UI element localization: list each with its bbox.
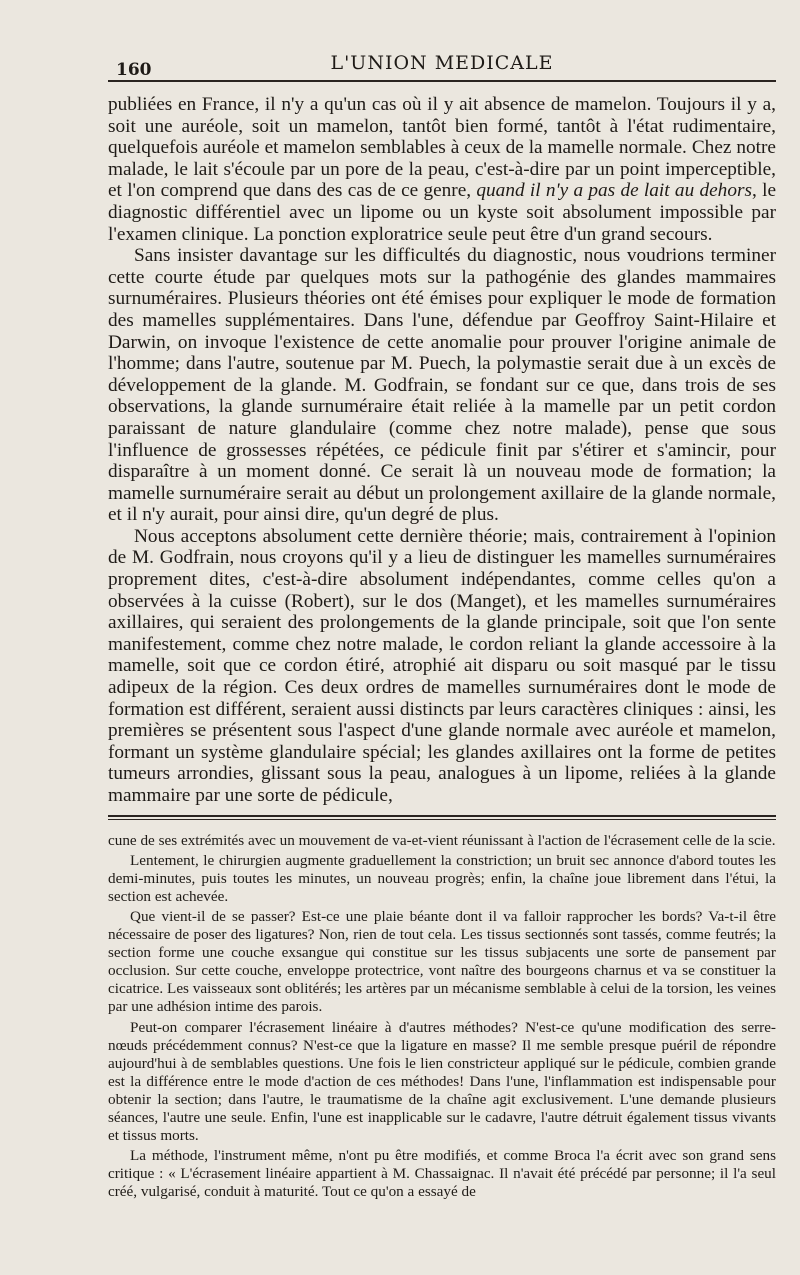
note-paragraph-4: Peut-on comparer l'écrasement linéaire à d'autres méthodes? N'est-ce qu'une modification des serre-nœuds précédemment connus? N'est-ce que la ligature en masse? Il me semble presque puéril de répondre aujourd'hui à de semblables questions. Une fois le lien constricteur appliqué sur le pédicule, combien grande est la différence entre le mode d'action de ces méthodes! Dans l'une, l'inflammation est indispensable pour obtenir la section; dans l'autre, le traumatisme de la chaîne agit exclusivement. L'une demande plusieurs séances, l'autre une seule. Enfin, l'une est inapplicable sur le cadavre, l'autre détruit également tissus vivants et tissus morts. — [108, 1018, 776, 1145]
page-header — [108, 0, 776, 78]
paragraph-1-part-b: , le diagnostic différentiel avec un lipome ou un kyste soit absolument impossible par l'examen clinique. La ponction exploratrice seule peut être d'un grand secours. — [108, 180, 776, 245]
page-number: 160 — [116, 60, 152, 80]
note-paragraph-1: cune de ses extrémités avec un mouvement de va-et-vient réunissant à l'action de l'écrasement celle de la scie. — [108, 831, 776, 849]
paragraph-1 — [108, 94, 776, 245]
footnote-separator — [108, 815, 776, 820]
note-paragraph-3: Que vient-il de se passer? Est-ce une plaie béante dont il va falloir rapprocher les bords? Va-t-il être nécessaire de poser des ligatures? Non, rien de tout cela. Les tissus sectionnés sont tassés, comme feutrés; la section forme une couche exsangue qui constitue sur les tissus subjacents une sorte de pansement par occlusion. Sur cette couche, enveloppe protectrice, vont naître des bourgeons charnus et va se constituer la cicatrice. Les vaisseaux sont oblitérés; les artères par un mécanisme semblable à celui de la torsion, les veines par une adhésion intime des parois. — [108, 907, 776, 1016]
paragraph-3: Nous acceptons absolument cette dernière théorie; mais, contrairement à l'opinion de M. Godfrain, nous croyons qu'il y a lieu de distinguer les mamelles surnuméraires proprement dites, c'est-à-dire absolument indépendantes, comme celles qu'on a observées à la cuisse (Robert), sur le dos (Manget), et les mamelles surnuméraires axillaires, qui seraient des prolongements de la glande principale, soit que l'on sente manifestement, comme chez notre malade, le cordon reliant la glande accessoire à la mamelle, soit que ce cordon étiré, atrophié ait disparu ou soit masqué par le tissu adipeux de la région. Ces deux ordres de mamelles surnuméraires dont le mode de formation est différent, seraient aussi distincts par leurs caractères cliniques : ainsi, les premières se présentent sous l'aspect d'une glande normale avec auréole et mamelon, formant un système glandulaire spécial; les glandes axillaires ont la forme de petites tumeurs arrondies, glissant sous la peau, analogues à un lipome, reliées à la glande mammaire par une sorte de pédicule, — [108, 525, 776, 806]
note-paragraph-2: Lentement, le chirurgien augmente graduellement la constriction; un bruit sec annonce d'abord toutes les demi-minutes, puis toutes les minutes, un nouveau progrès; enfin, la chaîne joue librement dans l'étui, la section est achevée. — [108, 851, 776, 905]
paragraph-2: Sans insister davantage sur les difficultés du diagnostic, nous voudrions terminer cette courte étude par quelques mots sur la pathogénie des glandes mammaires surnuméraires. Plusieurs théories ont été émises pour expliquer le mode de formation des mamelles supplémentaires. Dans l'une, défendue par Geoffroy Saint-Hilaire et Darwin, on invoque l'existence de cette anomalie pour prouver l'origine animale de l'homme; dans l'autre, soutenue par M. Puech, la polymastie serait due à un excès de développement de la glande. M. Godfrain, se fondant sur ce que, dans trois de ses observations, la glande surnuméraire était reliée à la mamelle par un petit cordon paraissant de nature glandulaire (comme chez notre malade), pense que sous l'influence de grossesses répétées, ce pédicule finit par s'étirer et s'amincir, pour disparaître à un moment donné. Ce serait là un nouveau mode de formation; la mamelle surnuméraire serait au début un prolongement axillaire de la glande normale, et il n'y aurait, pour ainsi dire, qu'un degré de plus. — [108, 245, 776, 526]
main-text — [108, 78, 776, 807]
running-title: L'UNION MEDICALE — [330, 52, 554, 74]
continued-feuilleton — [108, 832, 776, 1202]
header-rule — [108, 80, 776, 82]
paragraph-1-italic: quand il n'y a pas de lait au dehors — [476, 180, 752, 202]
note-paragraph-5: La méthode, l'instrument même, n'ont pu être modifiés, et comme Broca l'a écrit avec son grand sens critique : « L'écrasement linéaire appartient à M. Chassaignac. Il n'avait été précédé par personne; il l'a seul créé, vulgarisé, conduit à maturité. Tout ce qu'on a essayé de — [108, 1147, 776, 1201]
paragraph-1-part-a: publiées en France, il n'y a qu'un cas où il y ait absence de mamelon. Toujours il y a, soit une auréole, soit un mamelon, tantôt bien formé, tantôt à l'état rudimentaire, quelquefois auréole et mamelon semblables à ceux de la mamelle normale. Chez notre malade, le lait s'écoule par un pore de la peau, c'est-à-dire par un point imperceptible, et l'on comprend que dans des cas de ce genre, — [108, 94, 776, 202]
